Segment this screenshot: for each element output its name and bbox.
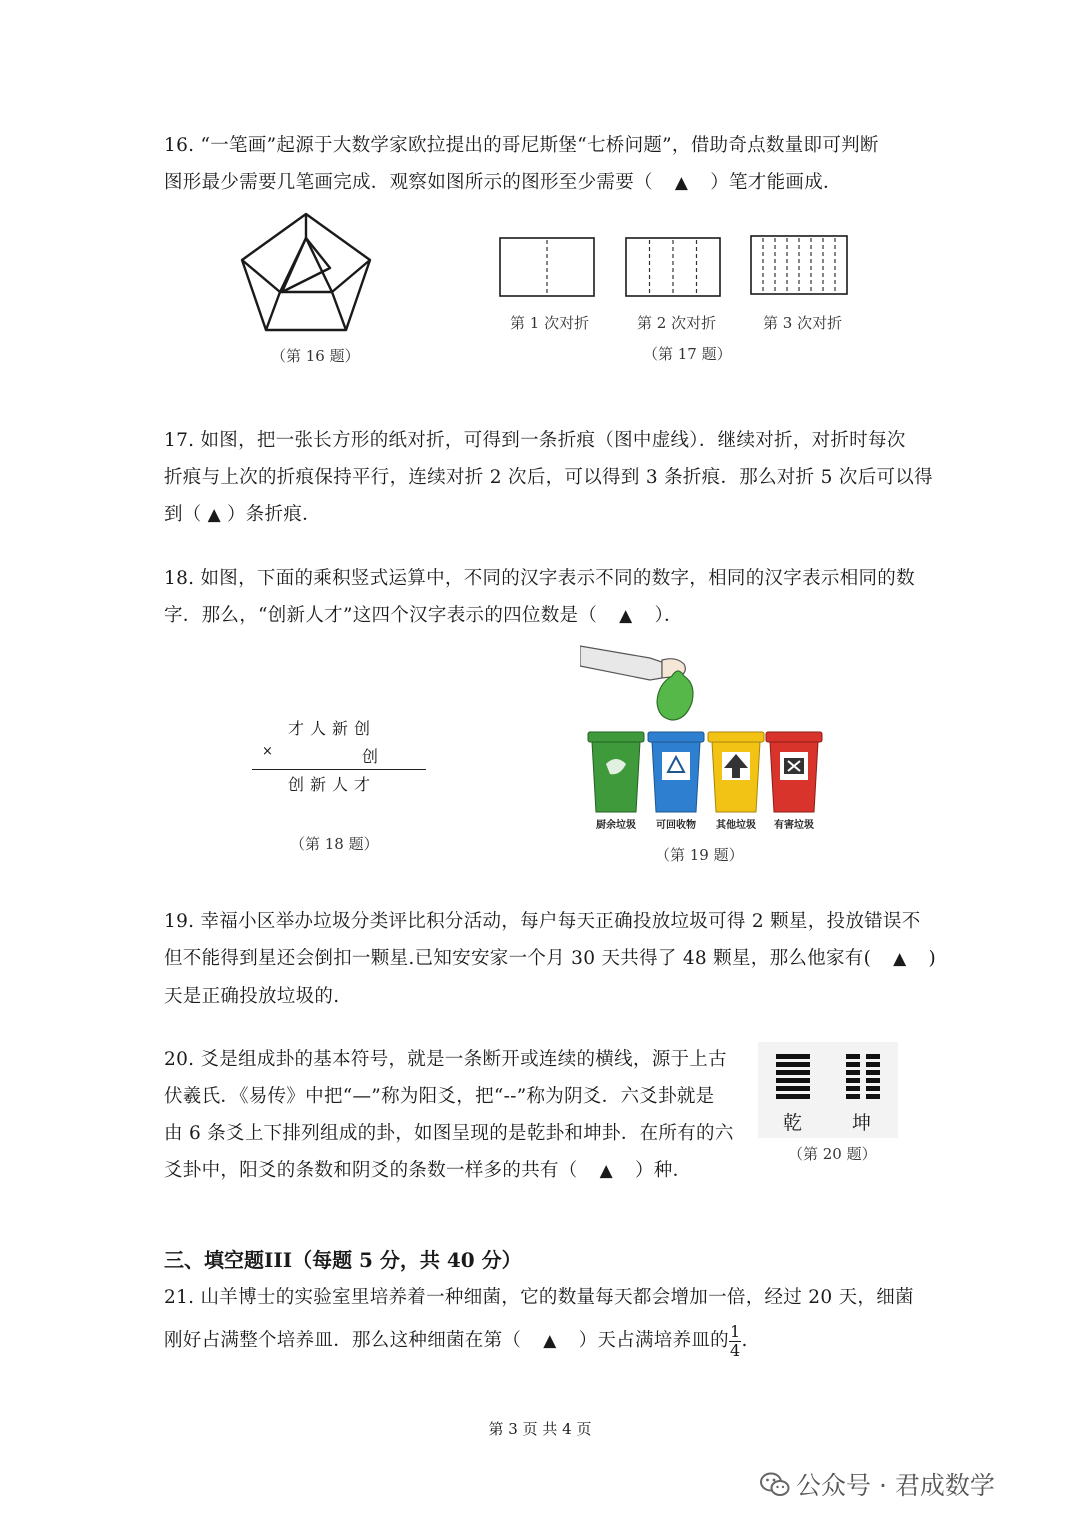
q20-line-2: 伏羲氏．《易传》中把“—”称为阳爻，把“--”称为阴爻．六爻卦就是: [164, 1086, 715, 1107]
figure-19-caption: （第 19 题）: [655, 846, 744, 864]
figure-17-label-3: 第 3 次对折: [763, 314, 843, 332]
q21-line-2: 刚好占满整个培养皿．那么这种细菌在第（ ▲ ）天占满培养皿的 $\frac{1}{4}$ .: [164, 1321, 748, 1360]
figure-20-caption: （第 20 题）: [788, 1145, 877, 1163]
answer-blank-triangle: ▲: [543, 1331, 557, 1351]
bin-label-recyclable: 可回收物: [656, 820, 696, 831]
q17-line-3: 到（ ▲ ）条折痕．: [164, 504, 321, 525]
question-17: [164, 422, 933, 534]
answer-blank-triangle: ▲: [599, 1161, 613, 1181]
q18-line-1: 18. 如图，下面的乘积竖式运算中，不同的汉字表示不同的数字，相同的汉字表示相同的数: [164, 568, 915, 589]
q19-line-2: 但不能得到星还会倒扣一颗星.已知安安家一个月 30 天共得了 48 颗星，那么他家有( ▲ ): [164, 948, 937, 969]
multiplier: 创: [362, 747, 385, 766]
times-sign: ×: [262, 744, 279, 759]
figure-16-caption: （第 16 题）: [271, 347, 360, 365]
figure-17-fold-2: [624, 236, 724, 300]
q18-line-2: 字．那么，“创新人才”这四个汉字表示的四位数是（ ▲ ）．: [164, 605, 683, 626]
answer-blank-triangle: ▲: [619, 606, 633, 626]
kun-hexagram-icon: [846, 1054, 880, 1102]
multiplication-rule: [252, 769, 426, 770]
q19-line-3: 天是正确投放垃圾的.: [164, 986, 340, 1007]
q16-line-2: 图形最少需要几笔画完成．观察如图所示的图形至少需要（ ▲ ）笔才能画成．: [164, 172, 842, 193]
bin-recyclable: [648, 732, 704, 812]
page-number-footer: 第 3 页 共 4 页: [488, 1420, 592, 1438]
bin-other: [708, 732, 764, 812]
figure-17-caption: （第 17 题）: [643, 345, 732, 363]
q17-line-1: 17. 如图，把一张长方形的纸对折，可得到一条折痕（图中虚线）．继续对折，对折时每次: [164, 430, 906, 451]
question-20: [164, 1041, 734, 1190]
fraction-one-quarter: $\frac{1}{4}$: [729, 1321, 741, 1360]
bin-label-other: 其他垃圾: [716, 820, 756, 831]
answer-blank-triangle: ▲: [893, 949, 907, 969]
bin-label-hazardous: 有害垃圾: [774, 820, 814, 831]
figure-18-caption: （第 18 题）: [290, 835, 379, 853]
q19-line-1: 19. 幸福小区举办垃圾分类评比积分活动，每户每天正确投放垃圾可得 2 颗星，投放错误不: [164, 911, 921, 932]
q20-line-4: 爻卦中，阳爻的条数和阴爻的条数一样多的共有（ ▲ ）种．: [164, 1160, 692, 1181]
qian-hexagram-icon: [776, 1054, 810, 1102]
q21-line-1: 21. 山羊博士的实验室里培养着一种细菌，它的数量每天都会增加一倍，经过 20 天，细菌: [164, 1287, 914, 1308]
question-18: [164, 560, 915, 635]
q20-line-3: 由 6 条爻上下排列组成的卦，如图呈现的是乾卦和坤卦．在所有的六: [164, 1123, 734, 1144]
bin-hazardous: [766, 732, 822, 812]
wechat-icon: [760, 1472, 790, 1498]
product: 创新人才: [288, 775, 377, 794]
q20-line-1: 20. 爻是组成卦的基本符号，就是一条断开或连续的横线，源于上古: [164, 1049, 727, 1070]
bin-kitchen: [588, 732, 644, 812]
section-heading: 三、填空题III（每题 5 分，共 40 分）: [164, 1248, 522, 1272]
q17-line-2: 折痕与上次的折痕保持平行，连续对折 2 次后，可以得到 3 条折痕．那么对折 5 次后可以得: [164, 467, 933, 488]
answer-blank-triangle: ▲: [207, 505, 221, 525]
figure-17-fold-3: [749, 234, 851, 298]
hexagram-name-kun: 坤: [852, 1112, 872, 1134]
figure-16-pentagon: [236, 210, 376, 335]
question-16: [164, 127, 879, 202]
q16-line-1: 16. “一笔画”起源于大数学家欧拉提出的哥尼斯堡“七桥问题”，借助奇点数量即可判断: [164, 135, 879, 156]
question-19: [164, 903, 936, 1015]
figure-19-garbage-bins: [580, 640, 825, 840]
figure-17-label-1: 第 1 次对折: [510, 314, 590, 332]
figure-17-label-2: 第 2 次对折: [637, 314, 717, 332]
watermark: 公众号 · 君成数学: [760, 1466, 995, 1502]
figure-17-fold-1: [498, 236, 598, 300]
hexagram-name-qian: 乾: [783, 1112, 803, 1134]
multiplicand: 才人新创: [288, 719, 377, 738]
answer-blank-triangle: ▲: [674, 173, 689, 193]
question-21: [164, 1279, 914, 1360]
bin-label-kitchen: 厨余垃圾: [596, 820, 636, 831]
